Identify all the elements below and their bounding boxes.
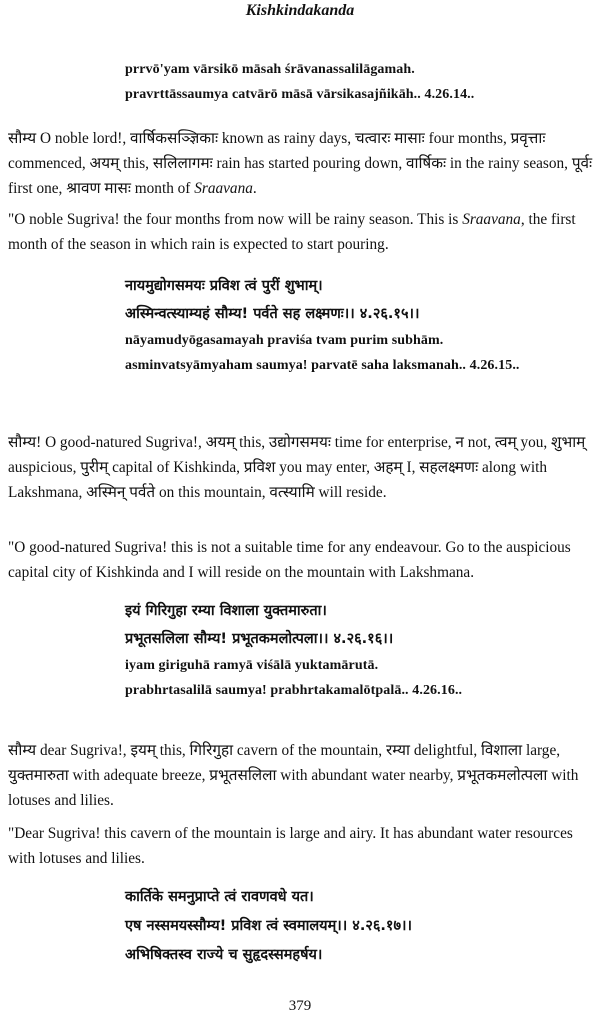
verse-16-translit-line-2: prabhrtasalilā saumya! prabhrtakamalōtpalā.. 4.26.16.. — [125, 683, 463, 698]
verse-16-sanskrit-line-2: प्रभूतसलिला सौम्य! प्रभूतकमलोत्पला।। ४.२६.१६।। — [125, 631, 394, 647]
translation-16-text: "Dear Sugriva! this cavern of the mountain is large and airy. It has abundant water resources with lotuses and lilies. — [8, 825, 573, 867]
translation-14-text: "O noble Sugriva! the four months from now will be rainy season. This is — [8, 211, 463, 228]
word-meaning-16 — [8, 738, 598, 813]
verse-15-translit-line-2: asminvatsyāmyaham saumya! parvatē saha laksmanah.. 4.26.15.. — [125, 358, 520, 373]
verse-15-sanskrit-line-2: अस्मिन्वत्स्याम्यहं सौम्य! पर्वते सह लक्ष्मणः।। ४.२६.१५।। — [125, 306, 420, 322]
verse-14-translit-line-1: prrvō'yam vārsikō māsah śrāvanassalilāgamah. — [125, 62, 415, 77]
word-meaning-15-text: सौम्य! O good-natured Sugriva!, अयम् this, उद्योगसमयः time for enterprise, न not, त्वम् you, शुभाम् auspicious, पुरीम् capital of Kishkinda, प्रविश you may enter, अहम् I, सहलक्ष्मणः along with Lakshmana, अस्मिन् पर्वते on this mountain, वत्स्यामि will reside. — [8, 434, 586, 501]
verse-14-translit-line-2: pravrttāssaumya catvārō māsā vārsikasajñikāh.. 4.26.14.. — [125, 87, 475, 102]
verse-15 — [125, 272, 595, 378]
word-meaning-14-italic: Sraavana — [194, 180, 253, 197]
translation-15 — [8, 535, 598, 585]
verse-14 — [125, 57, 595, 107]
word-meaning-14 — [8, 126, 598, 201]
translation-14 — [8, 207, 598, 257]
page-number: 379 — [288, 998, 312, 1014]
translation-15-text: "O good-natured Sugriva! this is not a suitable time for any endeavour. Go to the auspicious capital city of Kishkinda and I will reside on the mountain with Lakshmana. — [8, 539, 571, 581]
word-meaning-16-text: सौम्य dear Sugriva!, इयम् this, गिरिगुहा cavern of the mountain, रम्या delightful, विशाला large, युक्तमारुता with adequate breeze, प्रभूतसलिला with abundant water nearby, प्रभूतकमलोत्पला with lotuses and lilies. — [8, 742, 579, 809]
verse-17 — [125, 883, 595, 970]
translation-16 — [8, 821, 598, 871]
translation-14-italic: Sraavana — [462, 211, 521, 228]
verse-17-sanskrit-line-3: अभिषिक्तस्व राज्ये च सुहृदस्समहर्षय। — [125, 947, 323, 963]
verse-17-sanskrit-line-1: कार्तिके समनुप्राप्ते त्वं रावणवधे यत। — [125, 889, 314, 905]
word-meaning-15 — [8, 430, 598, 505]
verse-16-translit-line-1: iyam giriguhā ramyā viśālā yuktamārutā. — [125, 658, 379, 673]
verse-15-translit-line-1: nāyamudyōgasamayah praviśa tvam purim subhām. — [125, 333, 444, 348]
verse-17-sanskrit-line-2: एष नस्समयस्सौम्य! प्रविश त्वं स्वमालयम्।। ४.२६.१७।। — [125, 918, 413, 934]
verse-16 — [125, 597, 595, 703]
running-header: Kishkindakanda — [245, 2, 355, 19]
translation-14-end: , the first month of the season in which rain is expected to start pouring. — [8, 211, 576, 253]
word-meaning-14-end: . — [252, 180, 257, 197]
word-meaning-14-text: सौम्य O noble lord!, वार्षिकसञ्ज्ञिकाः known as rainy days, चत्वारः मासाः four months, प्रवृत्ताः commenced, अयम् this, सलिलागमः rain has started pouring down, वार्षिकः in the rainy season, पूर्वः first one, श्रावण मासः month of — [8, 130, 593, 197]
verse-15-sanskrit-line-1: नायमुद्योगसमयः प्रविश त्वं पुरीं शुभाम्। — [125, 278, 323, 294]
verse-16-sanskrit-line-1: इयं गिरिगुहा रम्या विशाला युक्तमारुता। — [125, 603, 327, 619]
